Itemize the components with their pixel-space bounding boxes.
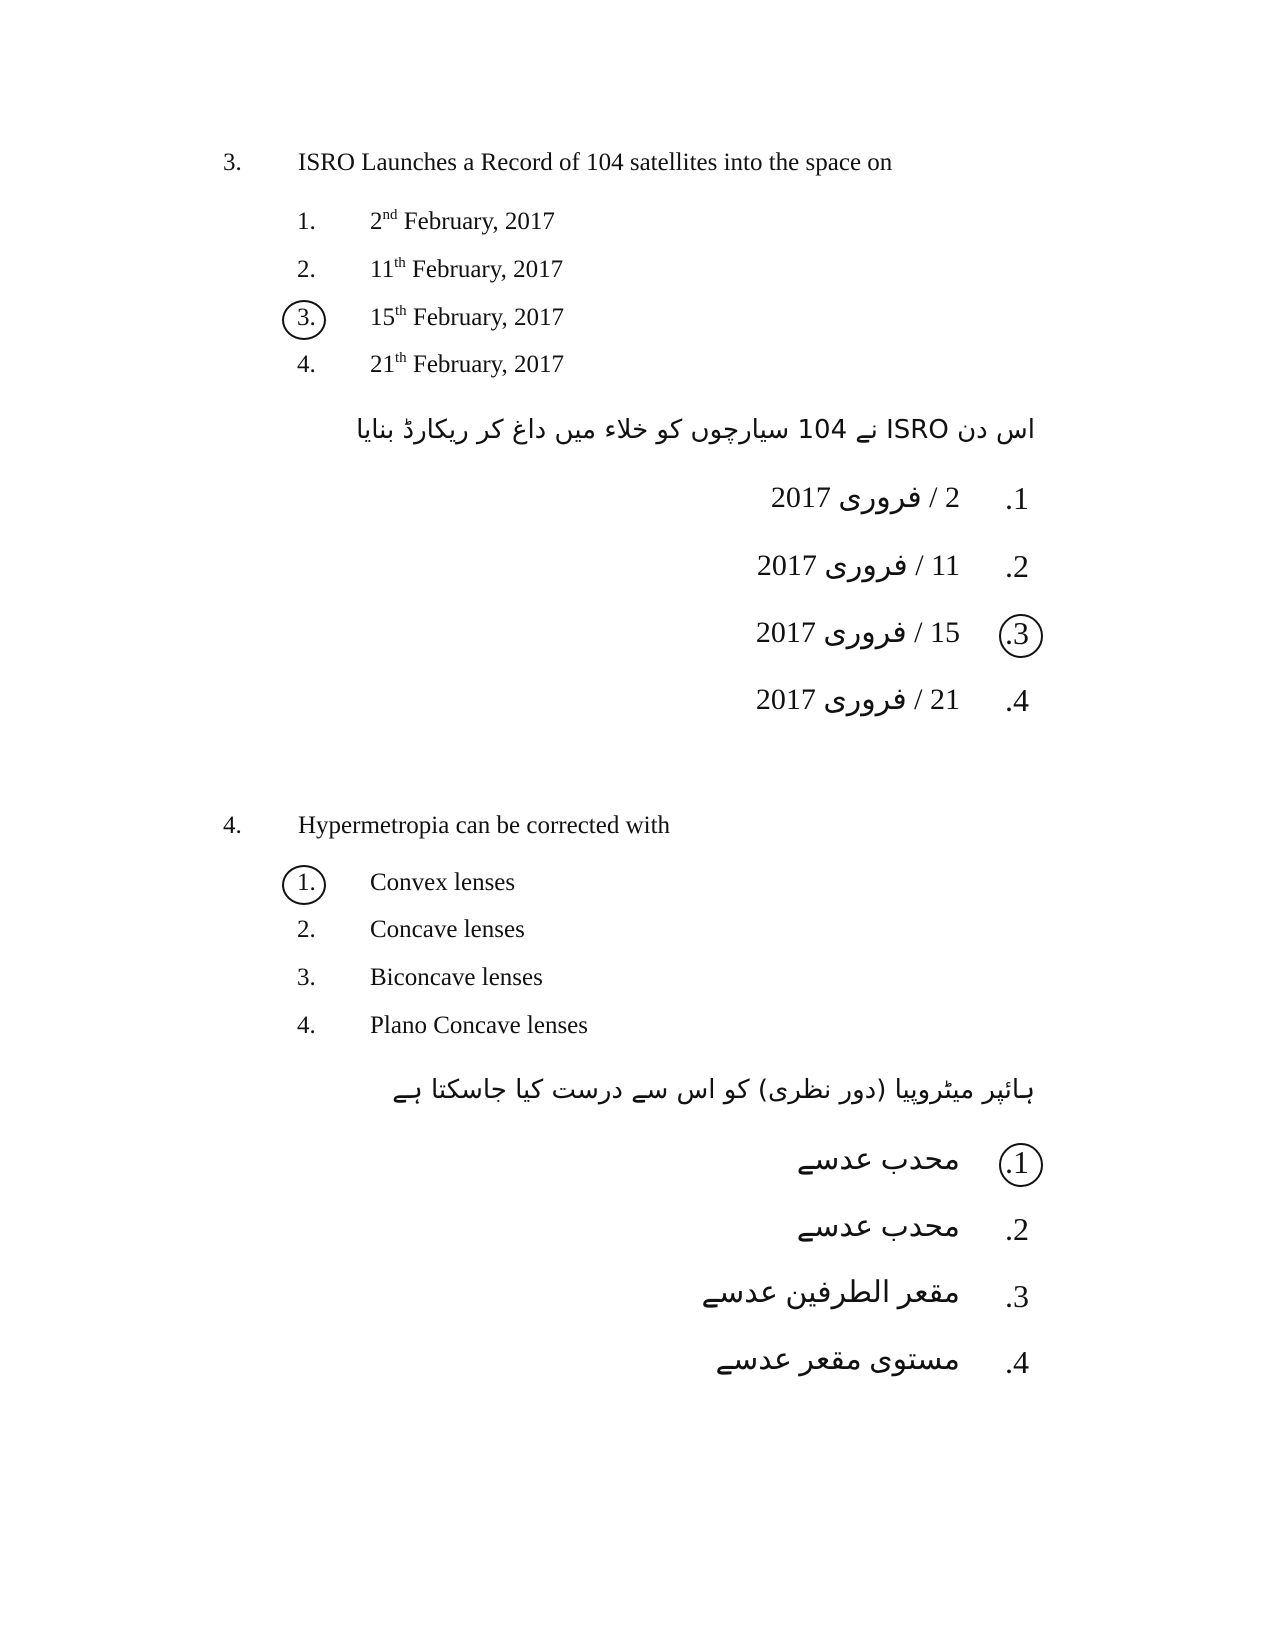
question-3-text: ISRO Launches a Record of 104 satellites into the space on — [298, 149, 893, 176]
option-text: Plano Concave lenses — [370, 1012, 589, 1039]
option-number: 4. — [297, 1012, 316, 1039]
option-text: 2nd February, 2017 — [370, 207, 555, 235]
option-number: .2 — [1005, 548, 1029, 584]
option-number: .1 — [1005, 480, 1029, 516]
option-text: 15th February, 2017 — [370, 303, 565, 331]
option-number: .3 — [1005, 1278, 1029, 1314]
option-text: 21th February, 2017 — [370, 350, 565, 378]
option-number: 2. — [297, 916, 316, 943]
option-text: 11th February, 2017 — [370, 255, 564, 283]
option-text: Concave lenses — [370, 916, 525, 943]
question-4-text: Hypermetropia can be corrected with — [298, 812, 671, 839]
option-number: .4 — [1005, 682, 1029, 718]
option-text: 11 / فروری 2017 — [756, 549, 960, 582]
option-number: 4. — [297, 351, 316, 378]
option-text: مقعر الطرفین عدسے — [701, 1276, 960, 1309]
option-text: 21 / فروری 2017 — [755, 683, 960, 716]
option-number: 3. — [297, 964, 316, 991]
option-number: .4 — [1005, 1344, 1029, 1380]
option-text: مستوی مقعر عدسے — [715, 1343, 960, 1376]
option-text: محدب عدسے — [796, 1143, 960, 1176]
question-4-number: 4. — [223, 812, 242, 839]
option-text: 15 / فروری 2017 — [755, 616, 960, 649]
question-3-number: 3. — [223, 149, 242, 176]
option-number-marked: .3 — [1005, 615, 1029, 651]
option-number: 1. — [297, 208, 316, 235]
question-3-urdu-text: اس دن ISRO نے 104 سیارچوں کو خلاء میں داغ کر ریکارڈ بنایا — [356, 415, 1035, 445]
option-number-marked: 1. — [297, 869, 316, 896]
question-4-urdu-text: ہائپر میٹروپیا (دور نظری) کو اس سے درست کیا جاسکتا ہے — [392, 1075, 1035, 1105]
option-number: 2. — [297, 256, 316, 283]
option-text: 2 / فروری 2017 — [770, 481, 960, 514]
option-number-marked: 3. — [297, 304, 316, 331]
option-text: محدب عدسے — [796, 1210, 960, 1243]
option-text: Biconcave lenses — [370, 964, 543, 991]
option-number: .2 — [1005, 1211, 1029, 1247]
option-text: Convex lenses — [370, 869, 516, 896]
option-number-marked: .1 — [1005, 1144, 1029, 1180]
